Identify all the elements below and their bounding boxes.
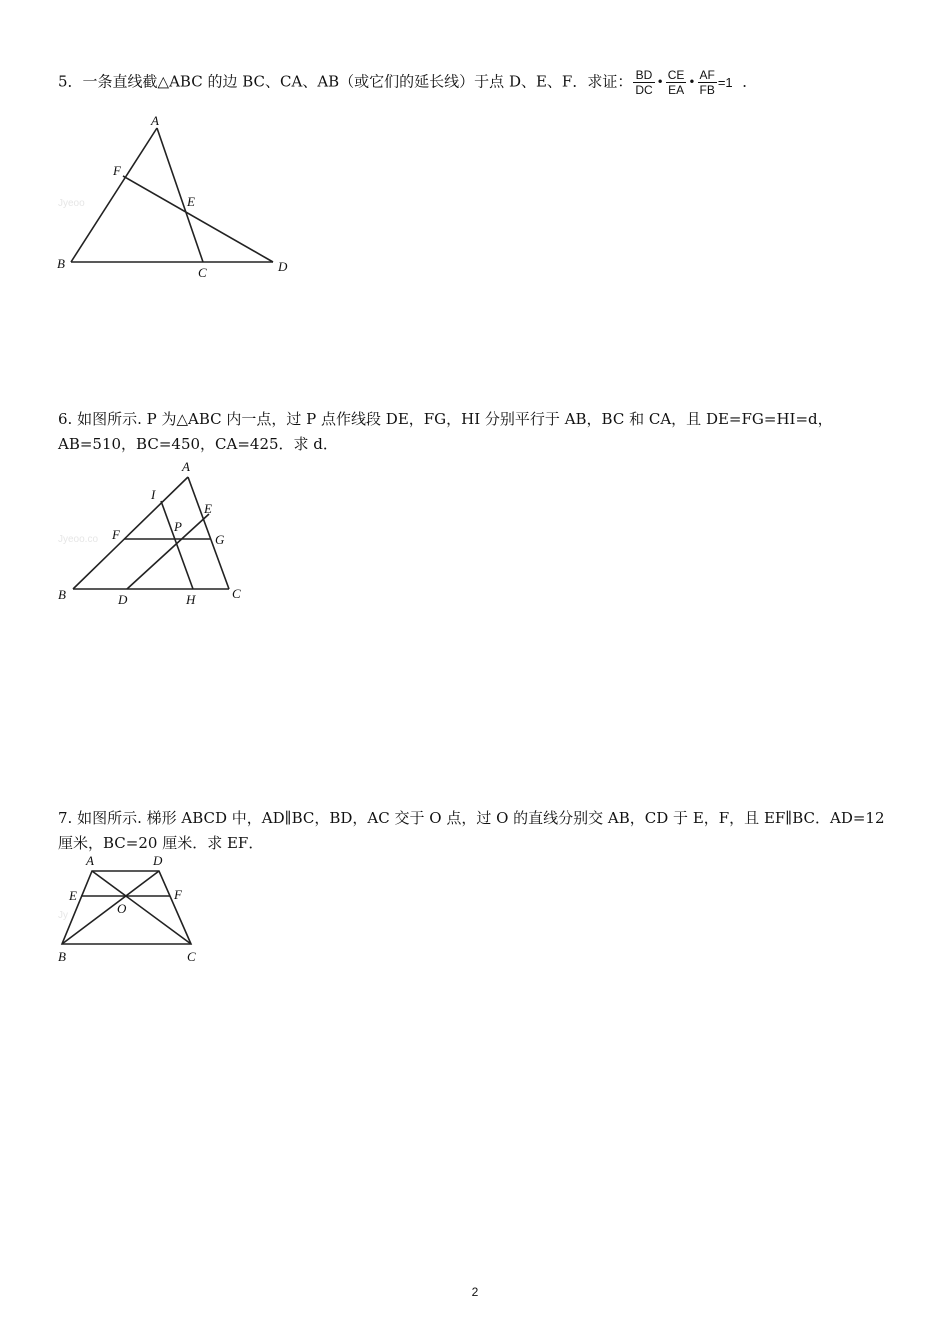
label-f: F [174, 887, 182, 902]
problem-6-figure [50, 455, 260, 615]
label-f: F [112, 527, 120, 542]
label-a: A [151, 113, 159, 128]
label-b: B [58, 587, 66, 602]
label-h: H [186, 592, 196, 607]
label-b: B [58, 949, 66, 964]
trapezoid-abcd [62, 871, 191, 944]
label-a: A [182, 459, 190, 474]
side-ac [157, 128, 203, 262]
problem-5-figure [50, 110, 310, 285]
label-p: P [174, 519, 182, 534]
svg-text:Jy: Jy [58, 910, 68, 921]
label-g: G [215, 532, 225, 547]
fraction-ce-ea: $\frac{CE}{EA}$ [667, 68, 685, 97]
label-d: D [153, 853, 163, 868]
label-d: D [278, 259, 288, 274]
label-e: E [69, 888, 77, 903]
svg-text:Jyeoo.co: Jyeoo.co [58, 534, 99, 545]
label-c: C [198, 265, 207, 280]
problem-5-text: 5．一条直线截△ABC 的边 BC、CA、AB（或它们的延长线）于点 D、E、F．求证： [58, 72, 633, 91]
multiply-dot: • [688, 75, 696, 89]
fraction-bd-dc: $\frac{BD}{DC}$ [635, 68, 653, 97]
label-c: C [232, 586, 241, 601]
label-e: E [187, 194, 195, 209]
label-b: B [57, 256, 65, 271]
label-e: E [204, 501, 212, 516]
segment-hi [161, 501, 193, 589]
fraction-af-fb: $\frac{AF}{FB}$ [699, 68, 715, 97]
page-number: 2 [471, 1285, 479, 1299]
equals-one: =1 [717, 75, 733, 90]
problem-5-statement: 5．一条直线截△ABC 的边 BC、CA、AB（或它们的延长线）于点 D、E、F．求证： $\frac{BD}{DC}$ • $\frac{CE}{EA}$ • $\frac{AF}{FB}$ =1 ． [58, 68, 758, 97]
label-i: I [151, 487, 156, 502]
svg-text:Jyeoo: Jyeoo [58, 198, 85, 209]
side-ab [71, 128, 157, 262]
label-f: F [113, 163, 121, 178]
diagonal-ac [92, 871, 191, 944]
problem-7-statement: 7. 如图所示. 梯形 ABCD 中，AD∥BC，BD，AC 交于 O 点，过 O 的直线分别交 AB，CD 于 E，F，且 EF∥BC．AD=12 厘米，BC=20 厘米．求 EF． [58, 809, 885, 852]
problem-6-statement: 6. 如图所示. P 为△ABC 内一点，过 P 点作线段 DE，FG，HI 分别平行于 AB，BC 和 CA，且 DE=FG=HI=d，AB=510，BC=450，CA=425．求 d． [58, 410, 833, 453]
multiply-dot: • [656, 75, 664, 89]
side-ab [73, 477, 188, 589]
label-d: D [118, 592, 128, 607]
label-a: A [86, 853, 94, 868]
label-c: C [187, 949, 196, 964]
problem-7-figure [50, 850, 220, 970]
label-o: O [117, 901, 127, 916]
